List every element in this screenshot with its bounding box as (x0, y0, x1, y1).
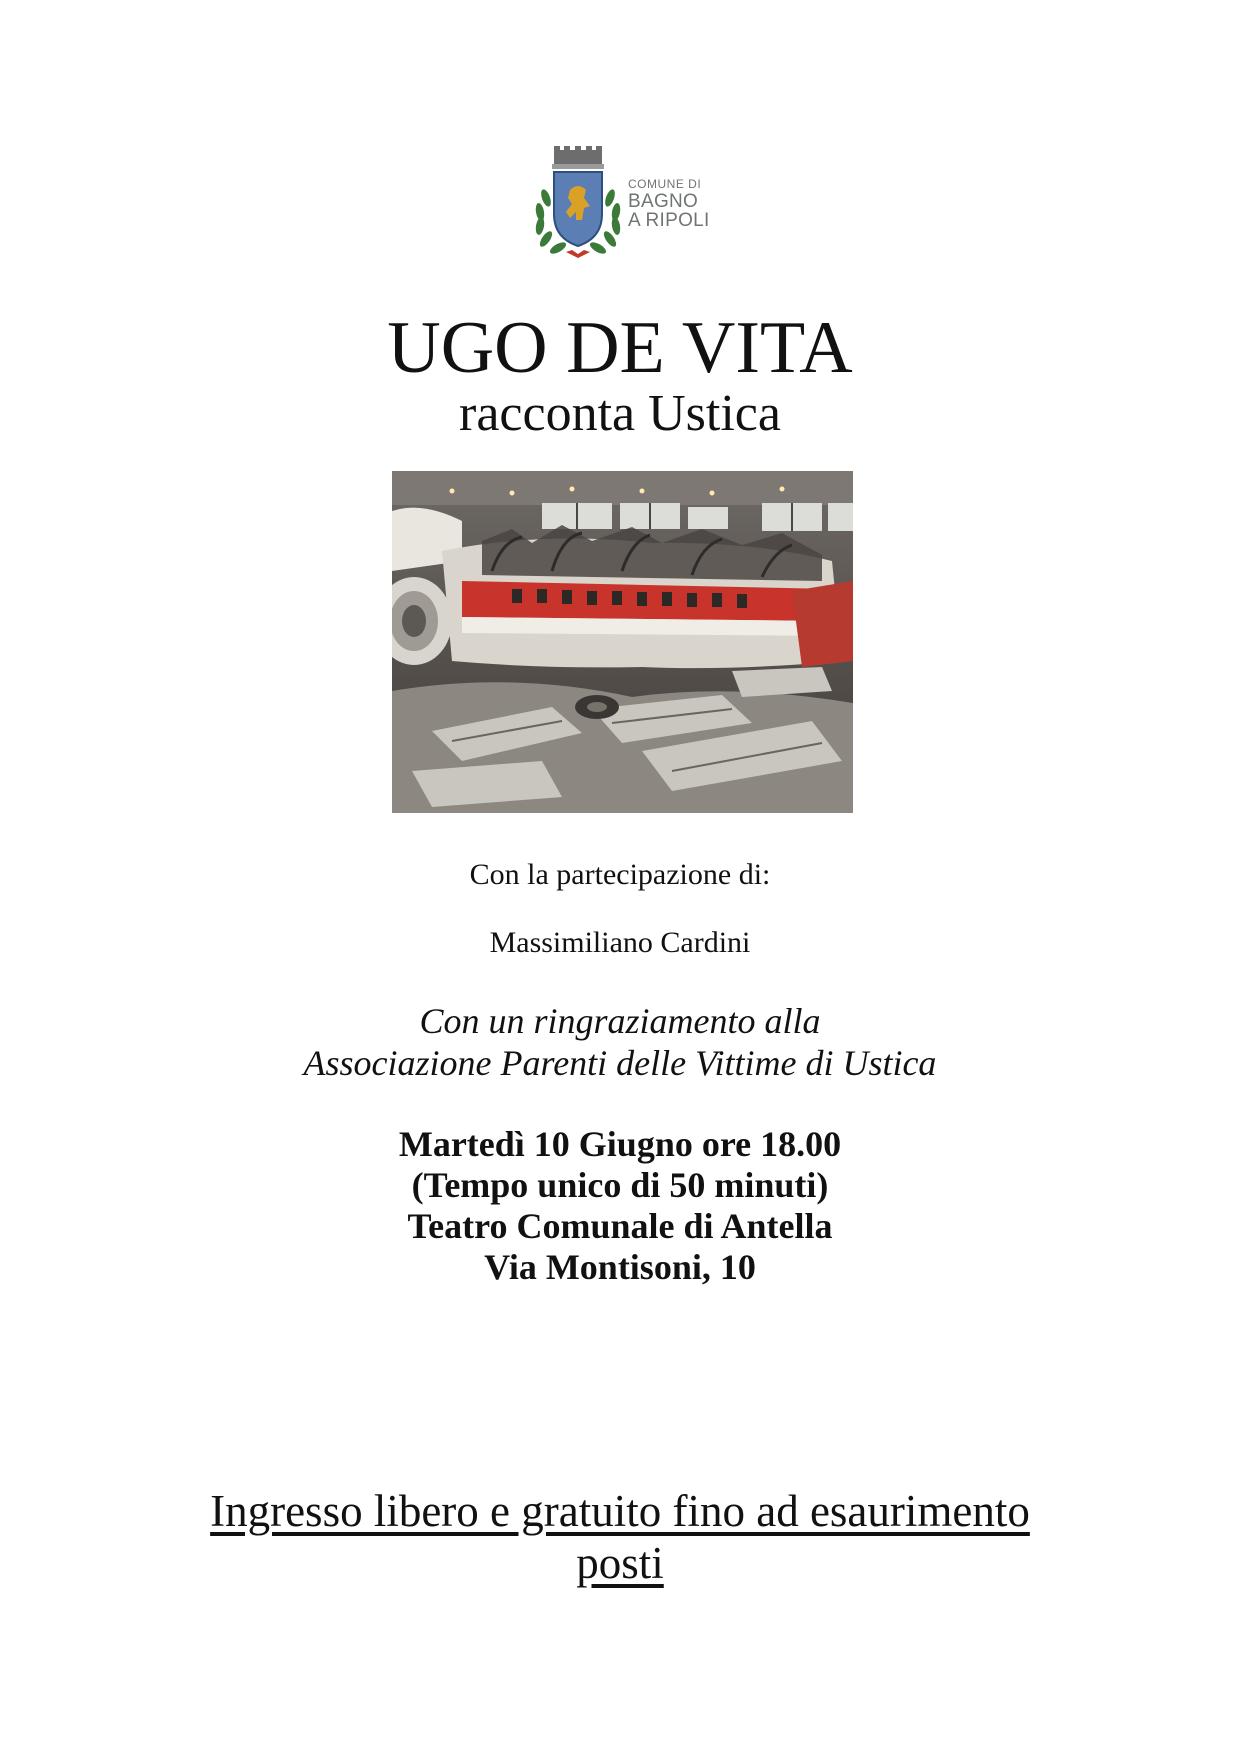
admission-line1: Ingresso libero e gratuito fino ad esaurimento (210, 1486, 1030, 1536)
page-title: UGO DE VITA (387, 307, 853, 389)
event-venue: Teatro Comunale di Antella (407, 1206, 833, 1246)
plane-wreckage-photo (392, 471, 853, 813)
participation-label: Con la partecipazione di: (469, 858, 771, 891)
thanks-line1: Con un ringraziamento alla (419, 1001, 821, 1041)
admission-line2: posti (576, 1538, 664, 1588)
logo-text (628, 178, 710, 230)
thanks-text (0, 1000, 1240, 1084)
thanks-line2: Associazione Parenti delle Vittime di Ustica (303, 1043, 937, 1083)
logo-line1: COMUNE DI (628, 177, 702, 191)
event-date: Martedì 10 Giugno ore 18.00 (398, 1124, 842, 1164)
admission-note (0, 1485, 1240, 1589)
logo-line2: BAGNO (628, 191, 699, 212)
logo-line3: A RIPOLI (628, 210, 710, 231)
participant-name: Massimiliano Cardini (489, 926, 751, 959)
event-details (0, 1124, 1240, 1288)
event-duration: (Tempo unico di 50 minuti) (411, 1165, 829, 1205)
page-subtitle: racconta Ustica (459, 385, 781, 442)
event-address: Via Montisoni, 10 (484, 1247, 756, 1287)
